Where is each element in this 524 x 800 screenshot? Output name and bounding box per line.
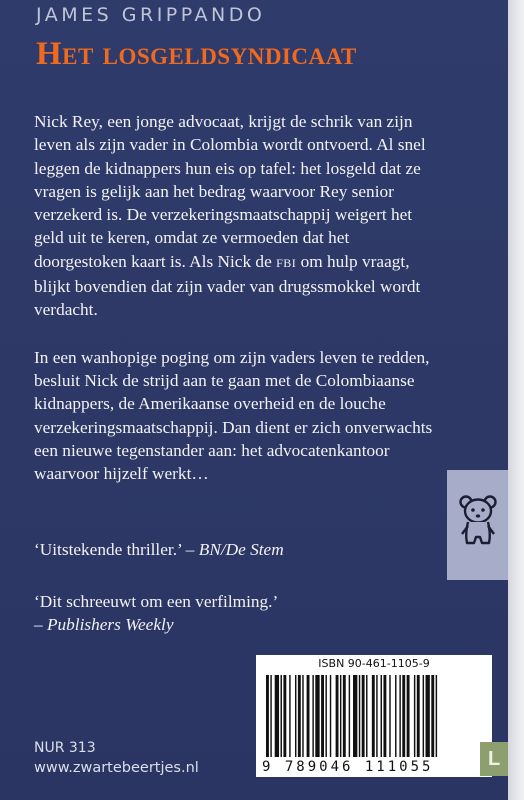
fbi-smallcaps: FBI — [276, 255, 297, 270]
blurb — [34, 110, 444, 509]
bear-icon — [459, 494, 497, 550]
corner-badge — [480, 742, 508, 776]
blurb-paragraph-2: In een wanhopige poging om zijn vaders leven te redden, besluit Nick de strijd aan te gaan met de Colombiaanse kidnappers, de Amerikaanse overheid en de louche verzekeringsmaatschappij. Dan dient er zich onverwachts een nieuwe tegenstander aan: het advocatenkantoor waarvoor hijzelf werkt… — [34, 347, 433, 484]
publisher-logo-tab — [447, 470, 508, 580]
quote-1-text: ‘Uitstekende thriller.’ – — [34, 540, 199, 559]
blurb-p1-part1: Nick Rey, een jonge advocaat, krijgt de schrik van zijn leven als zijn vader in Colombia wordt ontvoerd. Al snel leggen de kidnappers hun eis op tafel: het losgeld dat ze vragen is gelijk aan het bedrag waarvoor Rey senior verzekerd is. De verzekeringsmaatschappij weigert het geld uit te keren, omdat ze vermoeden dat het doorgestoken kaart is. Als Nick de — [34, 112, 426, 271]
badge-letter: L — [488, 748, 501, 770]
isbn-label: ISBN 90-461-1105-9 — [318, 657, 430, 670]
ean-number: 9 789046 111055 — [262, 759, 434, 775]
blurb-p1-part2: om hulp vraagt, blijkt bovendien dat zijn vader van drugssmokkel wordt verdacht. — [34, 251, 421, 320]
review-quote-2 — [34, 590, 278, 637]
author-name: JAMES GRIPPANDO — [36, 4, 266, 26]
nur-code: NUR 313 — [34, 740, 96, 756]
quote-2-text: ‘Dit schreeuwt om een verfilming.’ — [34, 592, 279, 611]
blurb-paragraph-1 — [34, 110, 444, 322]
review-quote-1 — [34, 538, 284, 561]
barcode-bars — [266, 675, 482, 757]
barcode-box — [256, 655, 492, 777]
quote-1-source: BN/De Stem — [198, 540, 284, 559]
page-edge — [508, 0, 524, 800]
publisher-url[interactable]: www.zwartebeertjes.nl — [34, 760, 199, 776]
book-title: Het losgeldsyndicaat — [36, 36, 357, 72]
quote-2-source: – Publishers Weekly — [34, 615, 174, 635]
